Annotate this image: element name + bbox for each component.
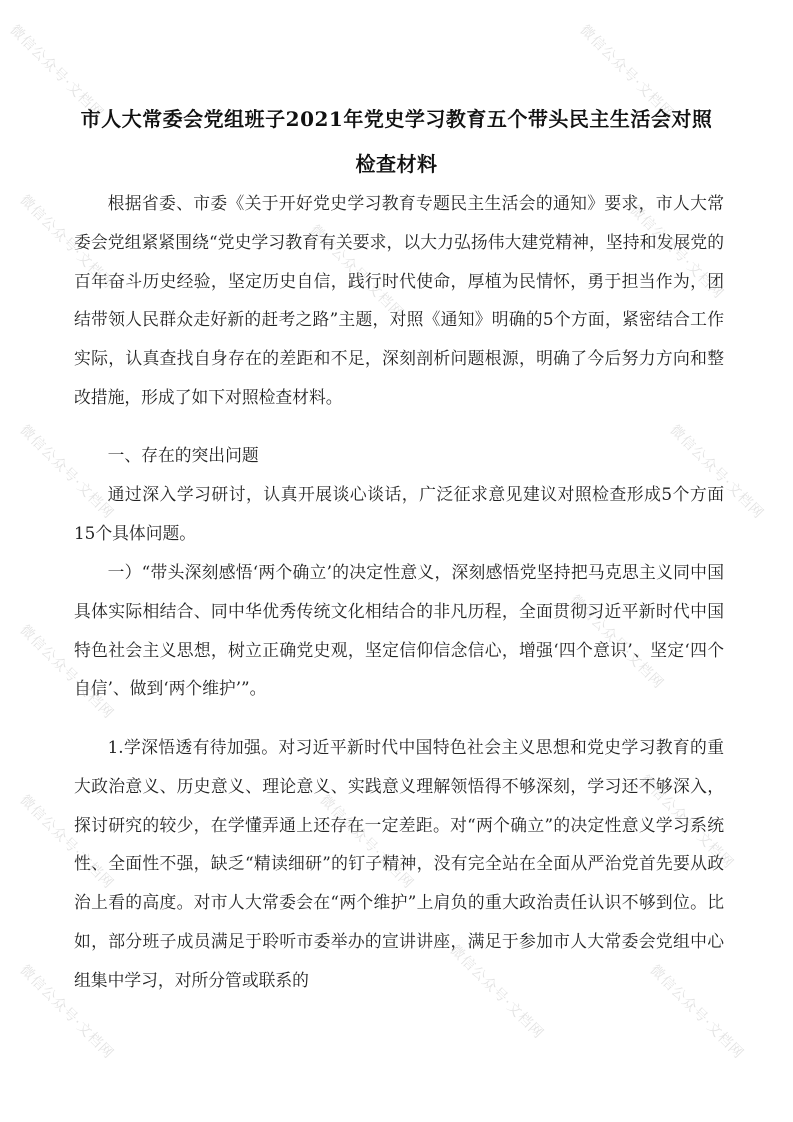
watermark-text: 微信公众号·文档网 — [316, 792, 417, 893]
watermark-text: 微信公众号·文档网 — [576, 22, 677, 123]
section-heading: 一、存在的突出问题 — [107, 445, 259, 465]
watermark-text: 微信公众号·文档网 — [6, 22, 107, 123]
watermark-text: 微信公众号·文档网 — [16, 192, 117, 293]
watermark-text: 微信公众号·文档网 — [16, 962, 117, 1063]
watermark-text: 微信公众号·文档网 — [16, 792, 117, 893]
paragraph-intro: 根据省委、市委《关于开好党史学习教育专题民主生活会的通知》要求，市人大常委会党组紧紧围绕“党史学习教育有关要求，以大力弘扬伟大建党精神，坚持和发展党的百年奋斗历史经验，坚定历史自信，践行时代使命，厚植为民情怀，勇于担当作为，团结带领人民群众走好新的赶考之路”主题，对照《通知》明确的5个方面，紧密结合工作实际，认真查找自身存在的差距和不足，深刻剖析问题根源，明确了今后努力方向和整改措施，形成了如下对照检查材料。 — [74, 193, 724, 407]
document-title-line2: 检查材料 — [355, 152, 438, 176]
watermark-text: 微信公众号·文档网 — [306, 222, 407, 323]
watermark-text: 微信公众号·文档网 — [626, 202, 727, 303]
paragraph-summary: 通过深入学习研讨，认真开展谈心谈话，广泛征求意见建议对照检查形成5个方面15个具体问题。 — [74, 484, 724, 543]
paragraph-item-1: 1.学深悟透有待加强。对习近平新时代中国特色社会主义思想和党史学习教育的重大政治意义、历史意义、理论意义、实践意义理解领悟得不够深刻，学习还不够深入，探讨研究的较少，在学懂弄通上还存在一定差距。对“两个确立”的决定性意义学习系统性、全面性不强，缺乏“精读细研”的钉子精神，没有完全站在全面从严治党首先要从政治上看的高度。对市人大常委会在“两个维护”上肩负的重大政治责任认识不够到位。比如，部分班子成员满足于聆听市委举办的宣讲讲座，满足于参加市人大常委会党组中心组集中学习，对所分管或联系的 — [74, 737, 724, 990]
watermark-text: 微信公众号·文档网 — [666, 422, 767, 523]
watermark-text: 微信公众号·文档网 — [566, 592, 667, 693]
watermark-text: 微信公众号·文档网 — [16, 622, 117, 723]
watermark-text: 微信公众号·文档网 — [636, 772, 737, 873]
paragraph-subsection-1: 一）“带头深刻感悟‘两个确立’的决定性意义，深刻感悟党坚持把马克思主义同中国具体实际相结合、同中华优秀传统文化相结合的非凡历程，全面贯彻习近平新时代中国特色社会主义思想，树立正确党史观，坚定信仰信念信心，增强‘四个意识’、坚定‘四个自信’、做到‘两个维护’”。 — [74, 562, 724, 699]
watermark-text: 微信公众号·文档网 — [446, 942, 547, 1043]
document-title-line1: 市人大常委会党组班子2021年党史学习教育五个带头民主生活会对照 — [80, 107, 713, 131]
watermark-text: 微信公众号·文档网 — [16, 422, 117, 523]
watermark-text: 微信公众号·文档网 — [646, 962, 747, 1063]
